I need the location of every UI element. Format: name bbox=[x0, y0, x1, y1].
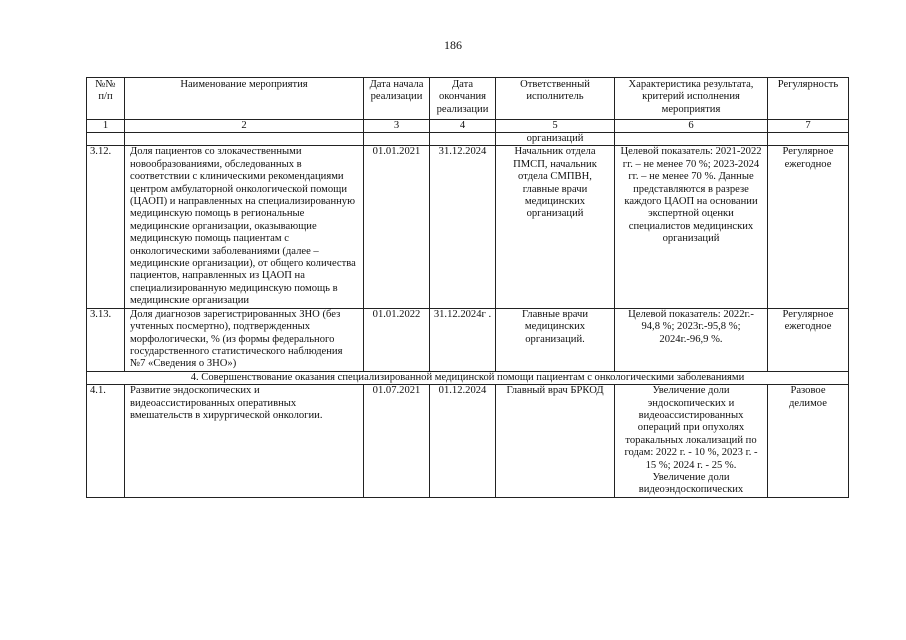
result: Целевой показатель: 2021-2022 гг. – не менее 70 %; 2023-2024 гг. – не менее 70 %. Данные представляются в разрезе каждого ЦАОП на основании экспертной оценки специалистов медицинских организаций bbox=[615, 146, 768, 308]
column-number-row bbox=[87, 120, 849, 133]
start-date: 01.01.2022 bbox=[364, 308, 430, 371]
row-number: 3.12. bbox=[87, 146, 125, 308]
col-number: 7 bbox=[768, 120, 849, 133]
header-result: Характеристика результата, критерий исполнения мероприятия bbox=[615, 78, 768, 120]
table-row bbox=[87, 385, 849, 498]
result: Целевой показатель: 2022г.- 94,8 %; 2023г.-95,8 %; 2024г.-96,9 %. bbox=[615, 308, 768, 371]
section-heading: 4. Совершенствование оказания специализированной медицинской помощи пациентам с онкологическими заболеваниями bbox=[87, 371, 849, 384]
header-start-date: Дата начала реализации bbox=[364, 78, 430, 120]
header-end-date: Дата окончания реализации bbox=[430, 78, 496, 120]
regularity: Регулярное ежегодное bbox=[768, 308, 849, 371]
start-date: 01.07.2021 bbox=[364, 385, 430, 498]
measure-name: Доля диагнозов зарегистрированных ЗНО (без учтенных посмертно), подтвержденных морфологически, % (из формы федерального государственного статистического наблюдения №7 «Сведения о ЗНО») bbox=[125, 308, 364, 371]
header-regularity: Регулярность bbox=[768, 78, 849, 120]
end-date: 31.12.2024г . bbox=[430, 308, 496, 371]
measures-table bbox=[86, 77, 849, 498]
header-row bbox=[87, 78, 849, 120]
row-number: 4.1. bbox=[87, 385, 125, 498]
measure-name: Развитие эндоскопических и видеоассистированных оперативных вмешательств в хирургической онкологии. bbox=[125, 385, 364, 498]
header-num: №№ п/п bbox=[87, 78, 125, 120]
col-number: 2 bbox=[125, 120, 364, 133]
header-name: Наименование мероприятия bbox=[125, 78, 364, 120]
col-number: 5 bbox=[496, 120, 615, 133]
page-number: 186 bbox=[444, 38, 462, 52]
col-number: 4 bbox=[430, 120, 496, 133]
header-responsible: Ответственный исполнитель bbox=[496, 78, 615, 120]
table-row bbox=[87, 146, 849, 308]
section-heading-row bbox=[87, 371, 849, 384]
responsible: Главный врач БРКОД bbox=[496, 385, 615, 498]
end-date: 01.12.2024 bbox=[430, 385, 496, 498]
continuation-row bbox=[87, 133, 849, 146]
responsible: Главные врачи медицинских организаций. bbox=[496, 308, 615, 371]
result: Увеличение доли эндоскопических и видеоассистированных операций при опухолях торакальных локализаций по годам: 2022 г. - 10 %, 2023 г. - 15 %; 2024 г. - 25 %. Увеличение доли видеоэндоскопических bbox=[615, 385, 768, 498]
regularity: Разовое делимое bbox=[768, 385, 849, 498]
col-number: 6 bbox=[615, 120, 768, 133]
measure-name: Доля пациентов со злокачественными новообразованиями, обследованных в соответствии с клиническими рекомендациями центром амбулаторной онкологической помощи (ЦАОП) и направленных на специализированную медицинскую помощь в региональные медицинские организации, оказывающие медицинскую помощь пациентам с онкологическими заболеваниями (далее – медицинские организации), от общего количества пациентов, направленных из ЦАОП на специализированную медицинскую помощь в медицинские организации bbox=[125, 146, 364, 308]
row-number: 3.13. bbox=[87, 308, 125, 371]
start-date: 01.01.2021 bbox=[364, 146, 430, 308]
responsible: Начальник отдела ПМСП, начальник отдела СМПВН, главные врачи медицинских организаций bbox=[496, 146, 615, 308]
col-number: 1 bbox=[87, 120, 125, 133]
continuation-responsible: организаций bbox=[496, 133, 615, 146]
col-number: 3 bbox=[364, 120, 430, 133]
end-date: 31.12.2024 bbox=[430, 146, 496, 308]
regularity: Регулярное ежегодное bbox=[768, 146, 849, 308]
table-row bbox=[87, 308, 849, 371]
